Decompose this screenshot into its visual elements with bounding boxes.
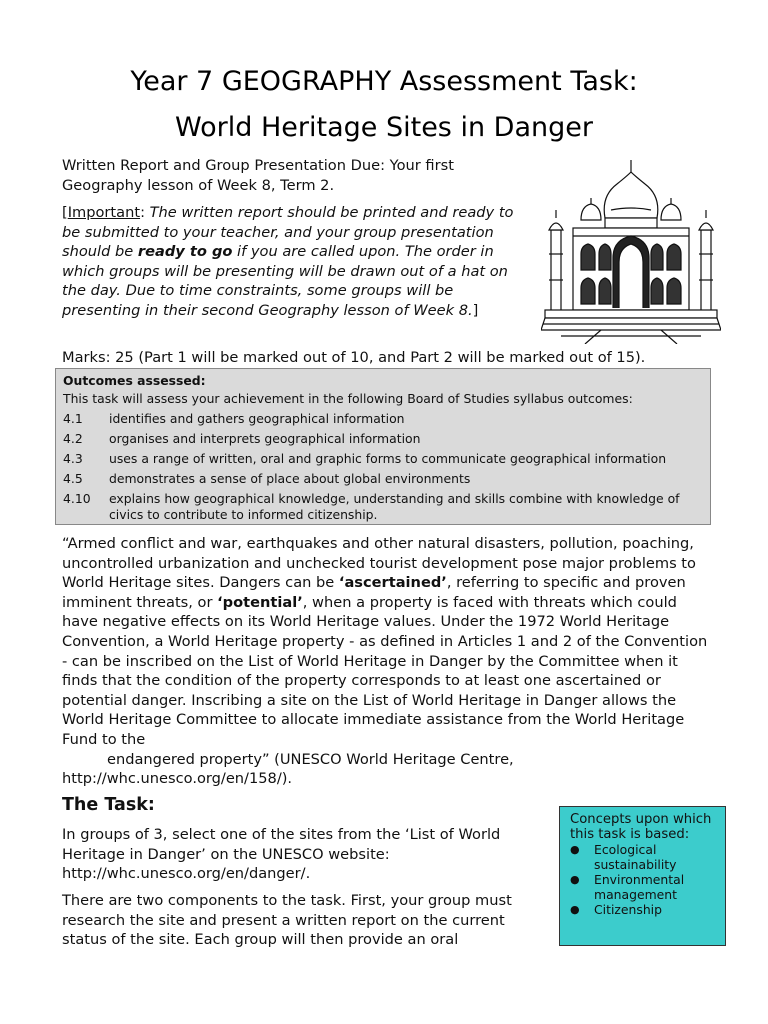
quote-bold-ascertained: ‘ascertained’ (338, 574, 447, 592)
concepts-heading: Concepts upon which this task is based: (570, 812, 712, 842)
taj-mahal-illustration (541, 158, 721, 344)
title-line-1: Year 7 GEOGRAPHY Assessment Task: (130, 66, 638, 97)
title-line-2: World Heritage Sites in Danger (175, 112, 593, 143)
outcome-text: explains how geographical knowledge, understanding and skills combine with knowledge of civics to contribute to informed citizenship. (109, 491, 680, 522)
outcomes-intro: This task will assess your achievement in the following Board of Studies syllabus outcomes: (63, 391, 633, 406)
important-label: Important (67, 204, 141, 221)
important-text-2: if you are called upon. The order in which groups will be presenting will be drawn out of a hat on the day. Due to time constraints, some groups will be presenting in their second Geography lesson of Week 8. (62, 243, 508, 319)
concept-item (570, 842, 717, 872)
quote-bold-potential: ‘potential’ (217, 593, 303, 611)
outcome-text: identifies and gathers geographical information (109, 411, 405, 426)
task-heading: The Task: (62, 795, 155, 815)
quote-indent-line: endangered property” (UNESCO World Heritage Centre, (107, 750, 514, 768)
bullet-icon: ● (570, 903, 580, 916)
concept-label: Citizenship (594, 902, 662, 917)
outcome-item (63, 429, 703, 449)
outcome-number: 4.2 (63, 431, 83, 446)
important-text-1: The written report should be printed and ready to be submitted to your teacher, and your group presentation should be (62, 204, 514, 261)
concept-label: Ecological sustainability (594, 842, 677, 872)
important-note (62, 203, 536, 321)
quote-paragraph (62, 534, 710, 750)
outcome-text: organises and interprets geographical information (109, 431, 421, 446)
concepts-list (570, 842, 717, 917)
colon: : (140, 204, 150, 221)
bullet-icon: ● (570, 873, 580, 886)
concept-item (570, 902, 717, 917)
outcome-item (63, 449, 703, 469)
outcomes-box (55, 368, 711, 525)
outcome-number: 4.5 (63, 471, 83, 486)
outcome-number: 4.10 (63, 491, 91, 506)
quote-url-line: http://whc.unesco.org/en/158/). (62, 770, 293, 788)
task-paragraph-1: In groups of 3, select one of the sites from the ‘List of World Heritage in Danger’ on the UNESCO website: http://whc.unesco.org/en/danger/. (62, 826, 501, 883)
outcome-item (63, 469, 703, 489)
concepts-box (559, 806, 726, 946)
quote-text-2: , referring to specific and proven imminent threats, or (62, 574, 686, 611)
important-bold: ready to go (137, 243, 233, 261)
bracket-open: [ (62, 204, 68, 221)
concept-label: Environmental management (594, 872, 685, 902)
outcome-text: demonstrates a sense of place about global environments (109, 471, 471, 486)
bullet-icon: ● (570, 843, 580, 856)
unesco-quote (62, 534, 710, 789)
concept-item (570, 872, 717, 902)
bracket-close: ] (472, 301, 479, 319)
outcome-text: uses a range of written, oral and graphic forms to communicate geographical information (109, 451, 667, 466)
quote-text-3: , when a property is faced with threats which could have negative effects on its World Heritage values. Under the 1972 World Heritage Convention, a World Heritage property - as defined in Articles 1 and 2 of the Convention - can be inscribed on the List of World Heritage in Danger by the Committee when it finds that the condition of the property corresponds to at least one ascertained or potential danger. Inscribing a site on the List of World Heritage in Danger allows the World Heritage Committee to allocate immediate assistance from the World Heritage Fund to the (62, 593, 708, 748)
outcomes-heading: Outcomes assessed: (63, 373, 206, 388)
marks-text: Marks: 25 (Part 1 will be marked out of 10, and Part 2 will be marked out of 15). (62, 349, 646, 366)
outcome-item (63, 409, 703, 429)
task-paragraph-2: There are two components to the task. First, your group must research the site and present a written report on the current status of the site. Each group will then provide an oral (62, 892, 512, 949)
quote-text-1: “Armed conflict and war, earthquakes and other natural disasters, pollution, poaching, uncontrolled urbanization and unchecked tourist development pose major problems to World Heritage sites. Dangers can be (62, 535, 696, 592)
outcome-item (63, 489, 703, 523)
outcome-number: 4.3 (63, 451, 83, 466)
outcome-number: 4.1 (63, 411, 83, 426)
due-date-text: Written Report and Group Presentation Due: Your first Geography lesson of Week 8, Term 2. (62, 157, 454, 194)
